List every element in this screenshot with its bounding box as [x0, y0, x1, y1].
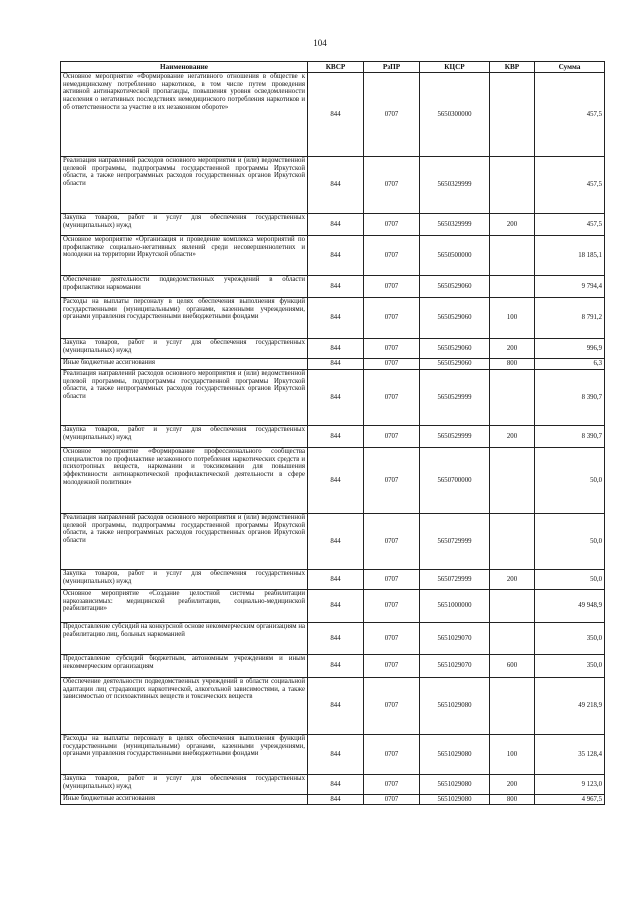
cell-kcsr: 5650529060 [420, 298, 490, 339]
table-row [61, 236, 605, 276]
page-number: 104 [313, 38, 327, 48]
cell-sum: 4 967,5 [535, 795, 605, 805]
cell-name: Основное мероприятие «Организация и проведение комплекса мероприятий по профилактике социально-негативных явлений среди несовершеннолетних и молодежи на территории Иркутской области» [61, 236, 308, 276]
cell-name: Основное мероприятие «Формирование негативного отношения в обществе к немедицинскому потреблению наркотиков, в том числе путем проведения активной антинаркотической пропаганды, повышения уровня осведомленности населения о негативных последствиях немедицинского потребления наркотиков и об ответственности за участие в их незаконном обороте» [61, 73, 308, 157]
cell-kvr [490, 678, 535, 735]
table-row [61, 214, 605, 236]
cell-sum: 8 390,7 [535, 426, 605, 448]
cell-name: Реализация направлений расходов основного мероприятия и (или) ведомственной целевой программы, подпрограммы государственной программы Иркутской области, а также непрограммных расходов государственных органов Иркутской области [61, 370, 308, 426]
cell-name: Предоставление субсидий на конкурсной основе некоммерческим организациям на реабилитацию лиц, больных наркоманией [61, 623, 308, 655]
cell-name: Основное мероприятие «Создание целостной системы реабилитации наркозависимых: медицинской реабилитации, социально-медицинской реабилитации» [61, 590, 308, 623]
cell-kcsr: 5650500000 [420, 236, 490, 276]
table-row [61, 359, 605, 370]
cell-kvsr: 844 [308, 370, 364, 426]
cell-rzpr: 0707 [364, 276, 420, 298]
table-row [61, 370, 605, 426]
cell-kvsr: 844 [308, 298, 364, 339]
cell-rzpr: 0707 [364, 678, 420, 735]
header-rzpr: РзПР [364, 62, 420, 73]
table-row [61, 795, 605, 805]
cell-kcsr: 5651029080 [420, 735, 490, 775]
cell-kvr: 100 [490, 298, 535, 339]
cell-sum: 996,9 [535, 339, 605, 359]
table-header-row [61, 62, 605, 73]
cell-rzpr: 0707 [364, 339, 420, 359]
cell-rzpr: 0707 [364, 359, 420, 370]
cell-kvr: 600 [490, 655, 535, 678]
cell-kcsr: 5650529060 [420, 359, 490, 370]
cell-kcsr: 5650529999 [420, 370, 490, 426]
cell-name: Закупка товаров, работ и услуг для обеспечения государственных (муниципальных) нужд [61, 570, 308, 590]
table-row [61, 298, 605, 339]
cell-sum: 457,5 [535, 214, 605, 236]
cell-kcsr: 5650729999 [420, 570, 490, 590]
table-row [61, 775, 605, 795]
cell-sum: 6,3 [535, 359, 605, 370]
table-row [61, 590, 605, 623]
cell-rzpr: 0707 [364, 426, 420, 448]
cell-sum: 350,0 [535, 623, 605, 655]
cell-kcsr: 5651029070 [420, 655, 490, 678]
cell-name: Обеспечение деятельности подведомственных учреждений в области социальной адаптации лиц страдающих наркотической, алкогольной зависимостями, а также зависимостью от психоактивных веществ и токсических веществ [61, 678, 308, 735]
cell-rzpr: 0707 [364, 590, 420, 623]
cell-rzpr: 0707 [364, 73, 420, 157]
cell-kvsr: 844 [308, 359, 364, 370]
header-kvr: КВР [490, 62, 535, 73]
cell-sum: 457,5 [535, 157, 605, 214]
table-row [61, 735, 605, 775]
table-body [61, 73, 605, 805]
cell-rzpr: 0707 [364, 236, 420, 276]
cell-kvr: 800 [490, 359, 535, 370]
cell-name: Закупка товаров, работ и услуг для обеспечения государственных (муниципальных) нужд [61, 426, 308, 448]
table-row [61, 678, 605, 735]
cell-name: Иные бюджетные ассигнования [61, 795, 308, 805]
cell-sum: 50,0 [535, 570, 605, 590]
cell-kcsr: 5651029080 [420, 775, 490, 795]
cell-kcsr: 5650329999 [420, 157, 490, 214]
cell-rzpr: 0707 [364, 157, 420, 214]
cell-sum: 457,5 [535, 73, 605, 157]
cell-kcsr: 5651029070 [420, 623, 490, 655]
cell-sum: 350,0 [535, 655, 605, 678]
header-name: Наименование [61, 62, 308, 73]
cell-sum: 49 948,9 [535, 590, 605, 623]
cell-sum: 50,0 [535, 448, 605, 514]
cell-kvsr: 844 [308, 735, 364, 775]
table-row [61, 276, 605, 298]
cell-name: Реализация направлений расходов основного мероприятия и (или) ведомственной целевой программы, подпрограммы государственной программы Иркутской области, а также непрограммных расходов государственных органов Иркутской области [61, 514, 308, 570]
cell-kcsr: 5650729999 [420, 514, 490, 570]
cell-kvsr: 844 [308, 514, 364, 570]
cell-kcsr: 5650700000 [420, 448, 490, 514]
cell-kvr [490, 236, 535, 276]
cell-rzpr: 0707 [364, 775, 420, 795]
cell-kvsr: 844 [308, 678, 364, 735]
cell-kvr: 800 [490, 795, 535, 805]
cell-kvsr: 844 [308, 590, 364, 623]
cell-rzpr: 0707 [364, 570, 420, 590]
cell-name: Закупка товаров, работ и услуг для обеспечения государственных (муниципальных) нужд [61, 775, 308, 795]
cell-rzpr: 0707 [364, 795, 420, 805]
table-row [61, 73, 605, 157]
cell-kcsr: 5651029080 [420, 795, 490, 805]
cell-kvsr: 844 [308, 157, 364, 214]
cell-kcsr: 5651000000 [420, 590, 490, 623]
cell-kvr [490, 370, 535, 426]
cell-kvsr: 844 [308, 73, 364, 157]
cell-sum: 18 185,1 [535, 236, 605, 276]
cell-name: Обеспечение деятельности подведомственных учреждений в области профилактики наркомании [61, 276, 308, 298]
cell-rzpr: 0707 [364, 735, 420, 775]
cell-rzpr: 0707 [364, 214, 420, 236]
cell-kcsr: 5650300000 [420, 73, 490, 157]
cell-kvr [490, 514, 535, 570]
header-kcsr: КЦСР [420, 62, 490, 73]
cell-rzpr: 0707 [364, 448, 420, 514]
cell-kcsr: 5650529060 [420, 339, 490, 359]
cell-kvr: 200 [490, 570, 535, 590]
cell-rzpr: 0707 [364, 298, 420, 339]
table-row [61, 157, 605, 214]
cell-kvr [490, 623, 535, 655]
table-row [61, 339, 605, 359]
table-row [61, 448, 605, 514]
cell-kvsr: 844 [308, 276, 364, 298]
cell-sum: 8 390,7 [535, 370, 605, 426]
cell-kvsr: 844 [308, 236, 364, 276]
cell-name: Предоставление субсидий бюджетным, автономным учреждениям и иным некоммерческим организациям [61, 655, 308, 678]
cell-rzpr: 0707 [364, 655, 420, 678]
table-row [61, 426, 605, 448]
budget-table [60, 61, 605, 805]
cell-kvr [490, 73, 535, 157]
table-row [61, 623, 605, 655]
cell-kvr [490, 157, 535, 214]
table-row [61, 570, 605, 590]
cell-kvsr: 844 [308, 214, 364, 236]
cell-name: Иные бюджетные ассигнования [61, 359, 308, 370]
cell-kvsr: 844 [308, 795, 364, 805]
cell-rzpr: 0707 [364, 370, 420, 426]
cell-sum: 49 218,9 [535, 678, 605, 735]
cell-kvsr: 844 [308, 570, 364, 590]
table-row [61, 655, 605, 678]
cell-rzpr: 0707 [364, 514, 420, 570]
cell-kcsr: 5650529999 [420, 426, 490, 448]
cell-kvr: 200 [490, 214, 535, 236]
cell-kvr: 200 [490, 426, 535, 448]
cell-sum: 50,0 [535, 514, 605, 570]
cell-sum: 8 791,2 [535, 298, 605, 339]
cell-kvsr: 844 [308, 775, 364, 795]
cell-kvsr: 844 [308, 339, 364, 359]
cell-kvsr: 844 [308, 426, 364, 448]
table-row [61, 514, 605, 570]
cell-name: Закупка товаров, работ и услуг для обеспечения государственных (муниципальных) нужд [61, 339, 308, 359]
header-kvsr: КВСР [308, 62, 364, 73]
cell-name: Основное мероприятие «Формирование профессионального сообщества специалистов по профилактике незаконного потребления наркотических средств и психотропных веществ, наркомании и токсикомании для повышения эффективности антинаркотической профилактической деятельности в сфере молодежной политики» [61, 448, 308, 514]
cell-name: Реализация направлений расходов основного мероприятия и (или) ведомственной целевой программы, подпрограммы государственной программы Иркутской области, а также непрограммных расходов государственных органов Иркутской области [61, 157, 308, 214]
cell-kvsr: 844 [308, 623, 364, 655]
cell-rzpr: 0707 [364, 623, 420, 655]
cell-name: Расходы на выплаты персоналу в целях обеспечения выполнения функций государственными (муниципальными) органами, казенными учреждениями, органами управления государственными внебюджетными фондами [61, 298, 308, 339]
cell-kcsr: 5650529060 [420, 276, 490, 298]
cell-kvsr: 844 [308, 448, 364, 514]
cell-sum: 9 794,4 [535, 276, 605, 298]
header-sum: Сумма [535, 62, 605, 73]
cell-kvr [490, 276, 535, 298]
cell-kvr: 100 [490, 735, 535, 775]
cell-kvr: 200 [490, 775, 535, 795]
cell-kvr [490, 448, 535, 514]
cell-kcsr: 5650329999 [420, 214, 490, 236]
cell-name: Закупка товаров, работ и услуг для обеспечения государственных (муниципальных) нужд [61, 214, 308, 236]
cell-name: Расходы на выплаты персоналу в целях обеспечения выполнения функций государственными (муниципальными) органами, казенными учреждениями, органами управления государственными внебюджетными фондами [61, 735, 308, 775]
cell-sum: 35 128,4 [535, 735, 605, 775]
cell-sum: 9 123,0 [535, 775, 605, 795]
cell-kvr: 200 [490, 339, 535, 359]
cell-kcsr: 5651029080 [420, 678, 490, 735]
cell-kvsr: 844 [308, 655, 364, 678]
cell-kvr [490, 590, 535, 623]
